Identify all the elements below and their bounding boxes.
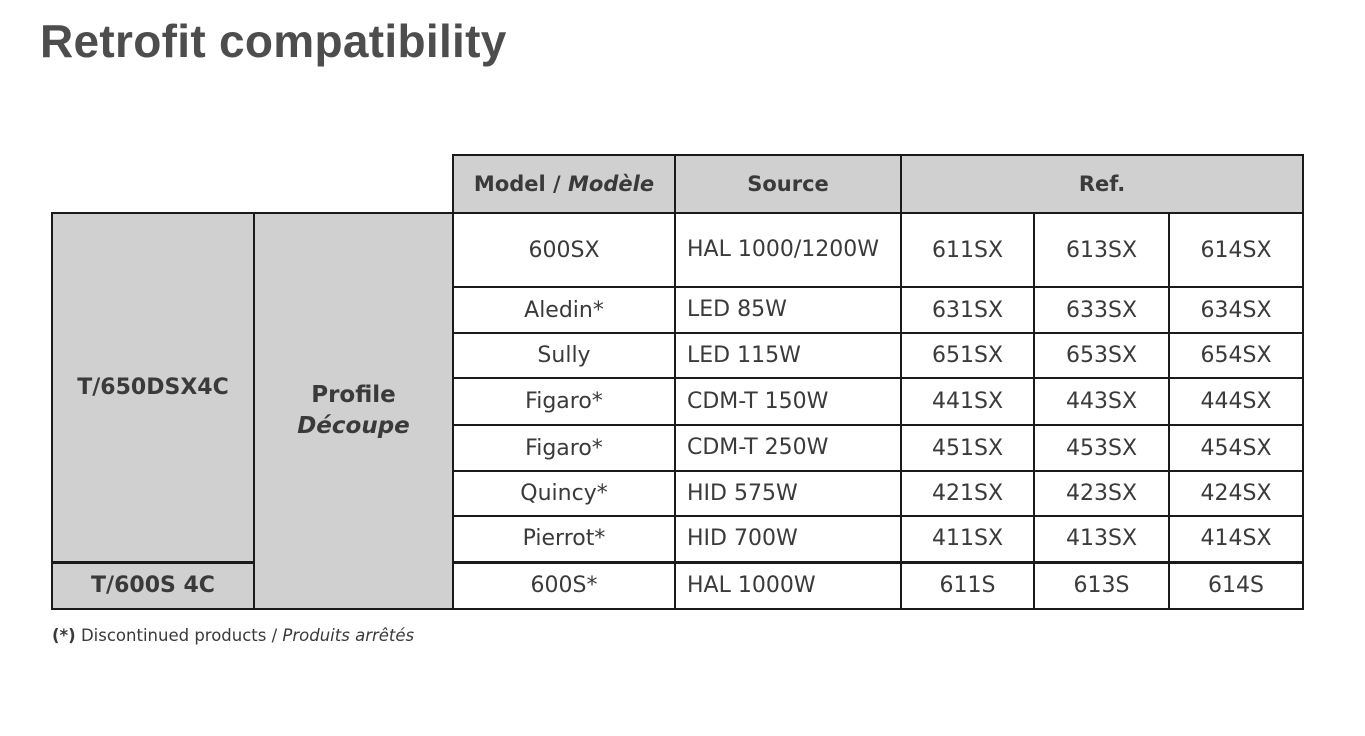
header-source: Source <box>675 155 901 213</box>
ref-cell: 611S <box>901 562 1034 609</box>
product-main-cell: T/650DSX4C <box>52 213 254 562</box>
ref-cell: 614S <box>1169 562 1303 609</box>
ref-cell: 421SX <box>901 471 1034 516</box>
product-alt-cell: T/600S 4C <box>52 562 254 609</box>
source-cell: HAL 1000/1200W <box>675 213 901 287</box>
ref-cell: 613S <box>1034 562 1169 609</box>
model-cell: Pierrot* <box>453 516 675 562</box>
ref-cell: 451SX <box>901 425 1034 471</box>
model-cell: 600S* <box>453 562 675 609</box>
type-label: Profile Découpe <box>297 382 410 439</box>
ref-cell: 631SX <box>901 287 1034 333</box>
model-cell: Sully <box>453 333 675 378</box>
footnote <box>52 626 414 645</box>
footnote-marker: (*) <box>52 626 76 645</box>
ref-cell: 634SX <box>1169 287 1303 333</box>
header-model: Model / Modèle <box>453 155 675 213</box>
ref-cell: 443SX <box>1034 378 1169 425</box>
retrofit-table <box>51 154 1304 610</box>
model-cell: Figaro* <box>453 378 675 425</box>
source-cell: CDM-T 250W <box>675 425 901 471</box>
footnote-italic: Produits arrêtés <box>282 626 415 645</box>
model-cell: Aledin* <box>453 287 675 333</box>
source-cell: CDM-T 150W <box>675 378 901 425</box>
ref-cell: 453SX <box>1034 425 1169 471</box>
model-cell: Figaro* <box>453 425 675 471</box>
ref-cell: 411SX <box>901 516 1034 562</box>
header-row <box>52 155 1303 213</box>
table-row <box>52 562 1303 609</box>
ref-cell: 424SX <box>1169 471 1303 516</box>
source-cell: LED 85W <box>675 287 901 333</box>
source-cell: HID 575W <box>675 471 901 516</box>
ref-cell: 654SX <box>1169 333 1303 378</box>
ref-cell: 614SX <box>1169 213 1303 287</box>
table-row <box>52 213 1303 287</box>
source-cell: HAL 1000W <box>675 562 901 609</box>
ref-cell: 613SX <box>1034 213 1169 287</box>
ref-cell: 611SX <box>901 213 1034 287</box>
model-cell: 600SX <box>453 213 675 287</box>
footnote-text: Discontinued products / <box>75 626 283 645</box>
ref-cell: 423SX <box>1034 471 1169 516</box>
header-spacer <box>52 155 453 213</box>
ref-cell: 653SX <box>1034 333 1169 378</box>
type-cell <box>254 213 453 609</box>
ref-cell: 651SX <box>901 333 1034 378</box>
source-cell: LED 115W <box>675 333 901 378</box>
source-cell: HID 700W <box>675 516 901 562</box>
ref-cell: 413SX <box>1034 516 1169 562</box>
model-cell: Quincy* <box>453 471 675 516</box>
page-title: Retrofit compatibility <box>40 15 507 67</box>
ref-cell: 441SX <box>901 378 1034 425</box>
ref-cell: 633SX <box>1034 287 1169 333</box>
ref-cell: 414SX <box>1169 516 1303 562</box>
header-ref: Ref. <box>901 155 1303 213</box>
ref-cell: 444SX <box>1169 378 1303 425</box>
ref-cell: 454SX <box>1169 425 1303 471</box>
